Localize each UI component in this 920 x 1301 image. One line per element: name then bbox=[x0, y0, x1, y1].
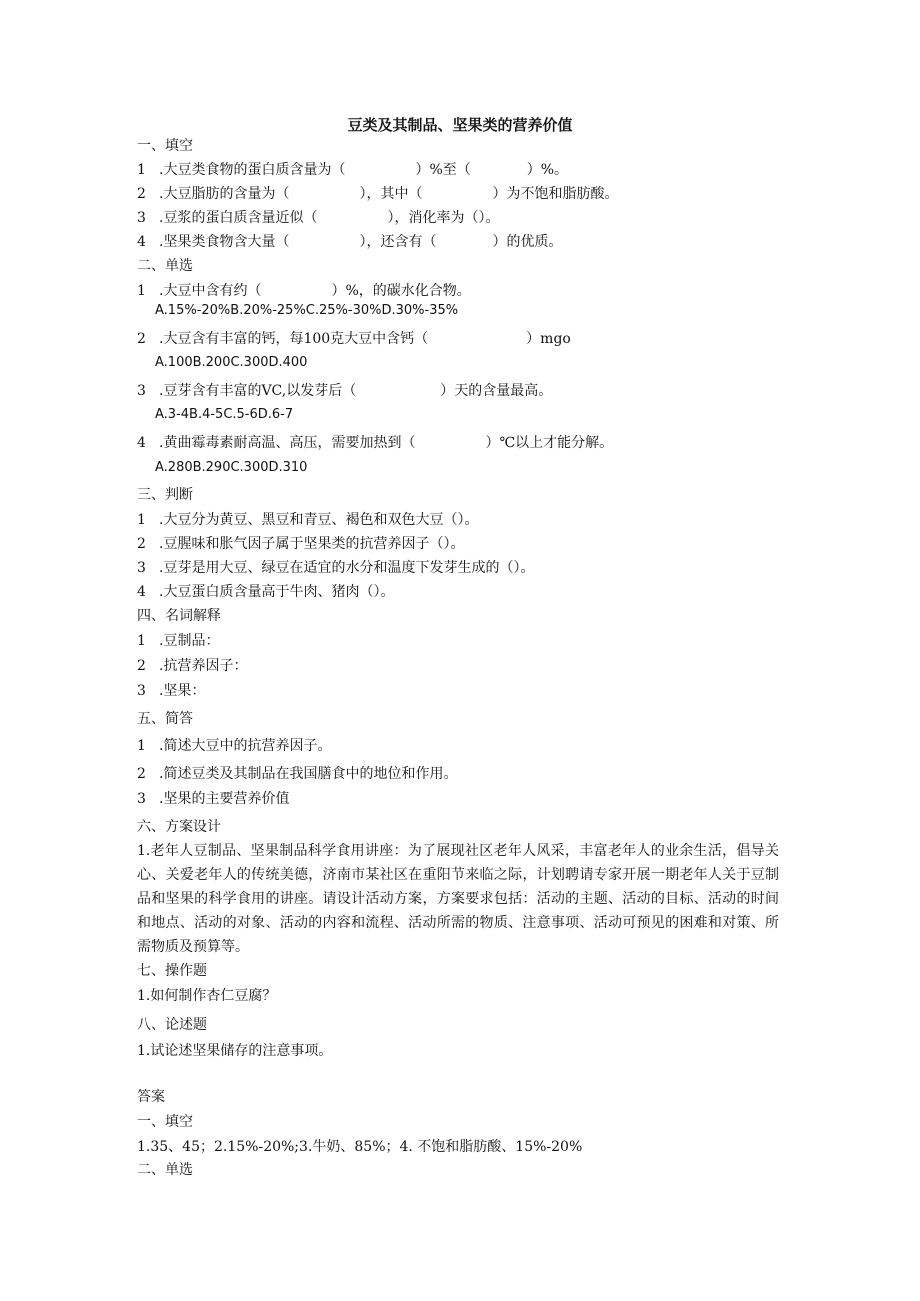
question-text: .简述豆类及其制品在我国膳食中的地位和作用。 bbox=[159, 766, 458, 782]
term-question bbox=[137, 632, 219, 650]
section-heading-design: 六、方案设计 bbox=[137, 819, 221, 835]
question-number: 3 bbox=[137, 791, 146, 807]
question-text: .抗营养因子： bbox=[159, 658, 248, 674]
section-heading-short: 五、简答 bbox=[137, 711, 193, 727]
question-number: 1 bbox=[137, 162, 146, 178]
answers-fill-heading: 一、填空 bbox=[137, 1114, 193, 1130]
question-text: .豆浆的蛋白质含量近似（ ），消化率为（）。 bbox=[159, 210, 500, 226]
question-text: .大豆含有丰富的钙，每100克大豆中含钙（ ）mgo bbox=[159, 331, 571, 347]
question-text: .大豆分为黄豆、黑豆和青豆、褐色和双色大豆（）。 bbox=[159, 512, 479, 528]
section-heading-operate: 七、操作题 bbox=[137, 963, 207, 979]
question-number: 2 bbox=[137, 331, 146, 347]
judge-question bbox=[137, 535, 464, 553]
fill-question bbox=[137, 185, 618, 203]
short-question bbox=[137, 737, 331, 755]
design-paragraph: 1.老年人豆制品、坚果制品科学食用讲座：为了展现社区老年人风采，丰富老年人的业余生活，倡导关心、关爱老年人的传统美德，济南市某社区在重阳节来临之际，计划聘请专家开展一期老年人关于豆制品和坚果的科学食用的讲座。请设计活动方案，方案要求包括：活动的主题、活动的目标、活动的时间和地点、活动的对象、活动的内容和流程、活动所需的物质、注意事项、活动可预见的困难和对策、所需物质及预算等。 bbox=[137, 843, 779, 955]
question-text: .豆芽是用大豆、绿豆在适宜的水分和温度下发芽生成的（）。 bbox=[159, 560, 535, 576]
choice-options: A.280B.290C.300D.310 bbox=[155, 460, 308, 475]
section-heading-choice: 二、单选 bbox=[137, 258, 193, 274]
document-title: 豆类及其制品、坚果类的营养价值 bbox=[347, 116, 573, 134]
section-heading-terms: 四、名词解释 bbox=[137, 608, 221, 624]
question-text: .豆腥味和胀气因子属于坚果类的抗营养因子（）。 bbox=[159, 536, 465, 552]
term-question bbox=[137, 657, 247, 675]
question-number: 1 bbox=[137, 633, 146, 649]
choice-question bbox=[137, 434, 613, 452]
question-number: 1 bbox=[137, 283, 146, 299]
term-question bbox=[137, 682, 205, 700]
fill-question bbox=[137, 161, 568, 179]
choice-question bbox=[137, 330, 571, 348]
question-text: .大豆脂肪的含量为（ ），其中（ ）为不饱和脂肪酸。 bbox=[159, 186, 619, 202]
question-text: .大豆类食物的蛋白质含量为（ ）%至（ ）%。 bbox=[159, 162, 569, 178]
question-number: 3 bbox=[137, 560, 146, 576]
judge-question bbox=[137, 559, 534, 577]
question-text: .大豆中含有约（ ）%，的碳水化合物。 bbox=[159, 283, 471, 299]
question-number: 2 bbox=[137, 186, 146, 202]
choice-options: A.3-4B.4-5C.5-6D.6-7 bbox=[155, 407, 294, 422]
judge-question bbox=[137, 583, 394, 601]
question-text: .坚果的主要营养价值 bbox=[159, 791, 290, 807]
question-number: 4 bbox=[137, 234, 146, 250]
question-number: 3 bbox=[137, 210, 146, 226]
question-text: .大豆蛋白质含量高于牛肉、猪肉（）。 bbox=[159, 584, 395, 600]
question-number: 3 bbox=[137, 383, 146, 399]
question-number: 2 bbox=[137, 536, 146, 552]
essay-question: 1.试论述坚果储存的注意事项。 bbox=[137, 1043, 333, 1059]
question-text: .黄曲霉毒素耐高温、高压，需要加热到（ ）℃以上才能分解。 bbox=[159, 435, 614, 451]
question-number: 2 bbox=[137, 658, 146, 674]
question-number: 1 bbox=[137, 512, 146, 528]
question-text: .简述大豆中的抗营养因子。 bbox=[159, 738, 332, 754]
fill-question bbox=[137, 209, 499, 227]
section-heading-judge: 三、判断 bbox=[137, 487, 193, 503]
question-number: 1 bbox=[137, 738, 146, 754]
answers-fill-text: 1.35、45；2.15%-20%;3.牛奶、85%；4. 不饱和脂肪酸、15%-20% bbox=[137, 1139, 583, 1155]
question-text: .豆芽含有丰富的VC,以发芽后（ ）天的含量最高。 bbox=[159, 383, 553, 399]
question-number: 4 bbox=[137, 584, 146, 600]
section-heading-essay: 八、论述题 bbox=[137, 1017, 207, 1033]
short-question bbox=[137, 790, 289, 808]
choice-question bbox=[137, 282, 471, 300]
answers-choice-heading: 二、单选 bbox=[137, 1162, 193, 1178]
section-heading-fill: 一、填空 bbox=[137, 138, 193, 154]
question-number: 3 bbox=[137, 683, 146, 699]
operate-question: 1.如何制作杏仁豆腐？ bbox=[137, 988, 277, 1004]
question-text: .坚果类食物含大量（ ），还含有（ ）的优质。 bbox=[159, 234, 563, 250]
choice-options: A.15%-20%B.20%-25%C.25%-30%D.30%-35% bbox=[155, 303, 459, 318]
judge-question bbox=[137, 511, 478, 529]
choice-options: A.100B.200C.300D.400 bbox=[155, 355, 308, 370]
question-text: .豆制品： bbox=[159, 633, 220, 649]
short-question bbox=[137, 765, 457, 783]
question-text: .坚果： bbox=[159, 683, 206, 699]
answers-heading: 答案 bbox=[137, 1089, 165, 1105]
choice-question bbox=[137, 382, 552, 400]
question-number: 2 bbox=[137, 766, 146, 782]
question-number: 4 bbox=[137, 435, 146, 451]
fill-question bbox=[137, 233, 562, 251]
